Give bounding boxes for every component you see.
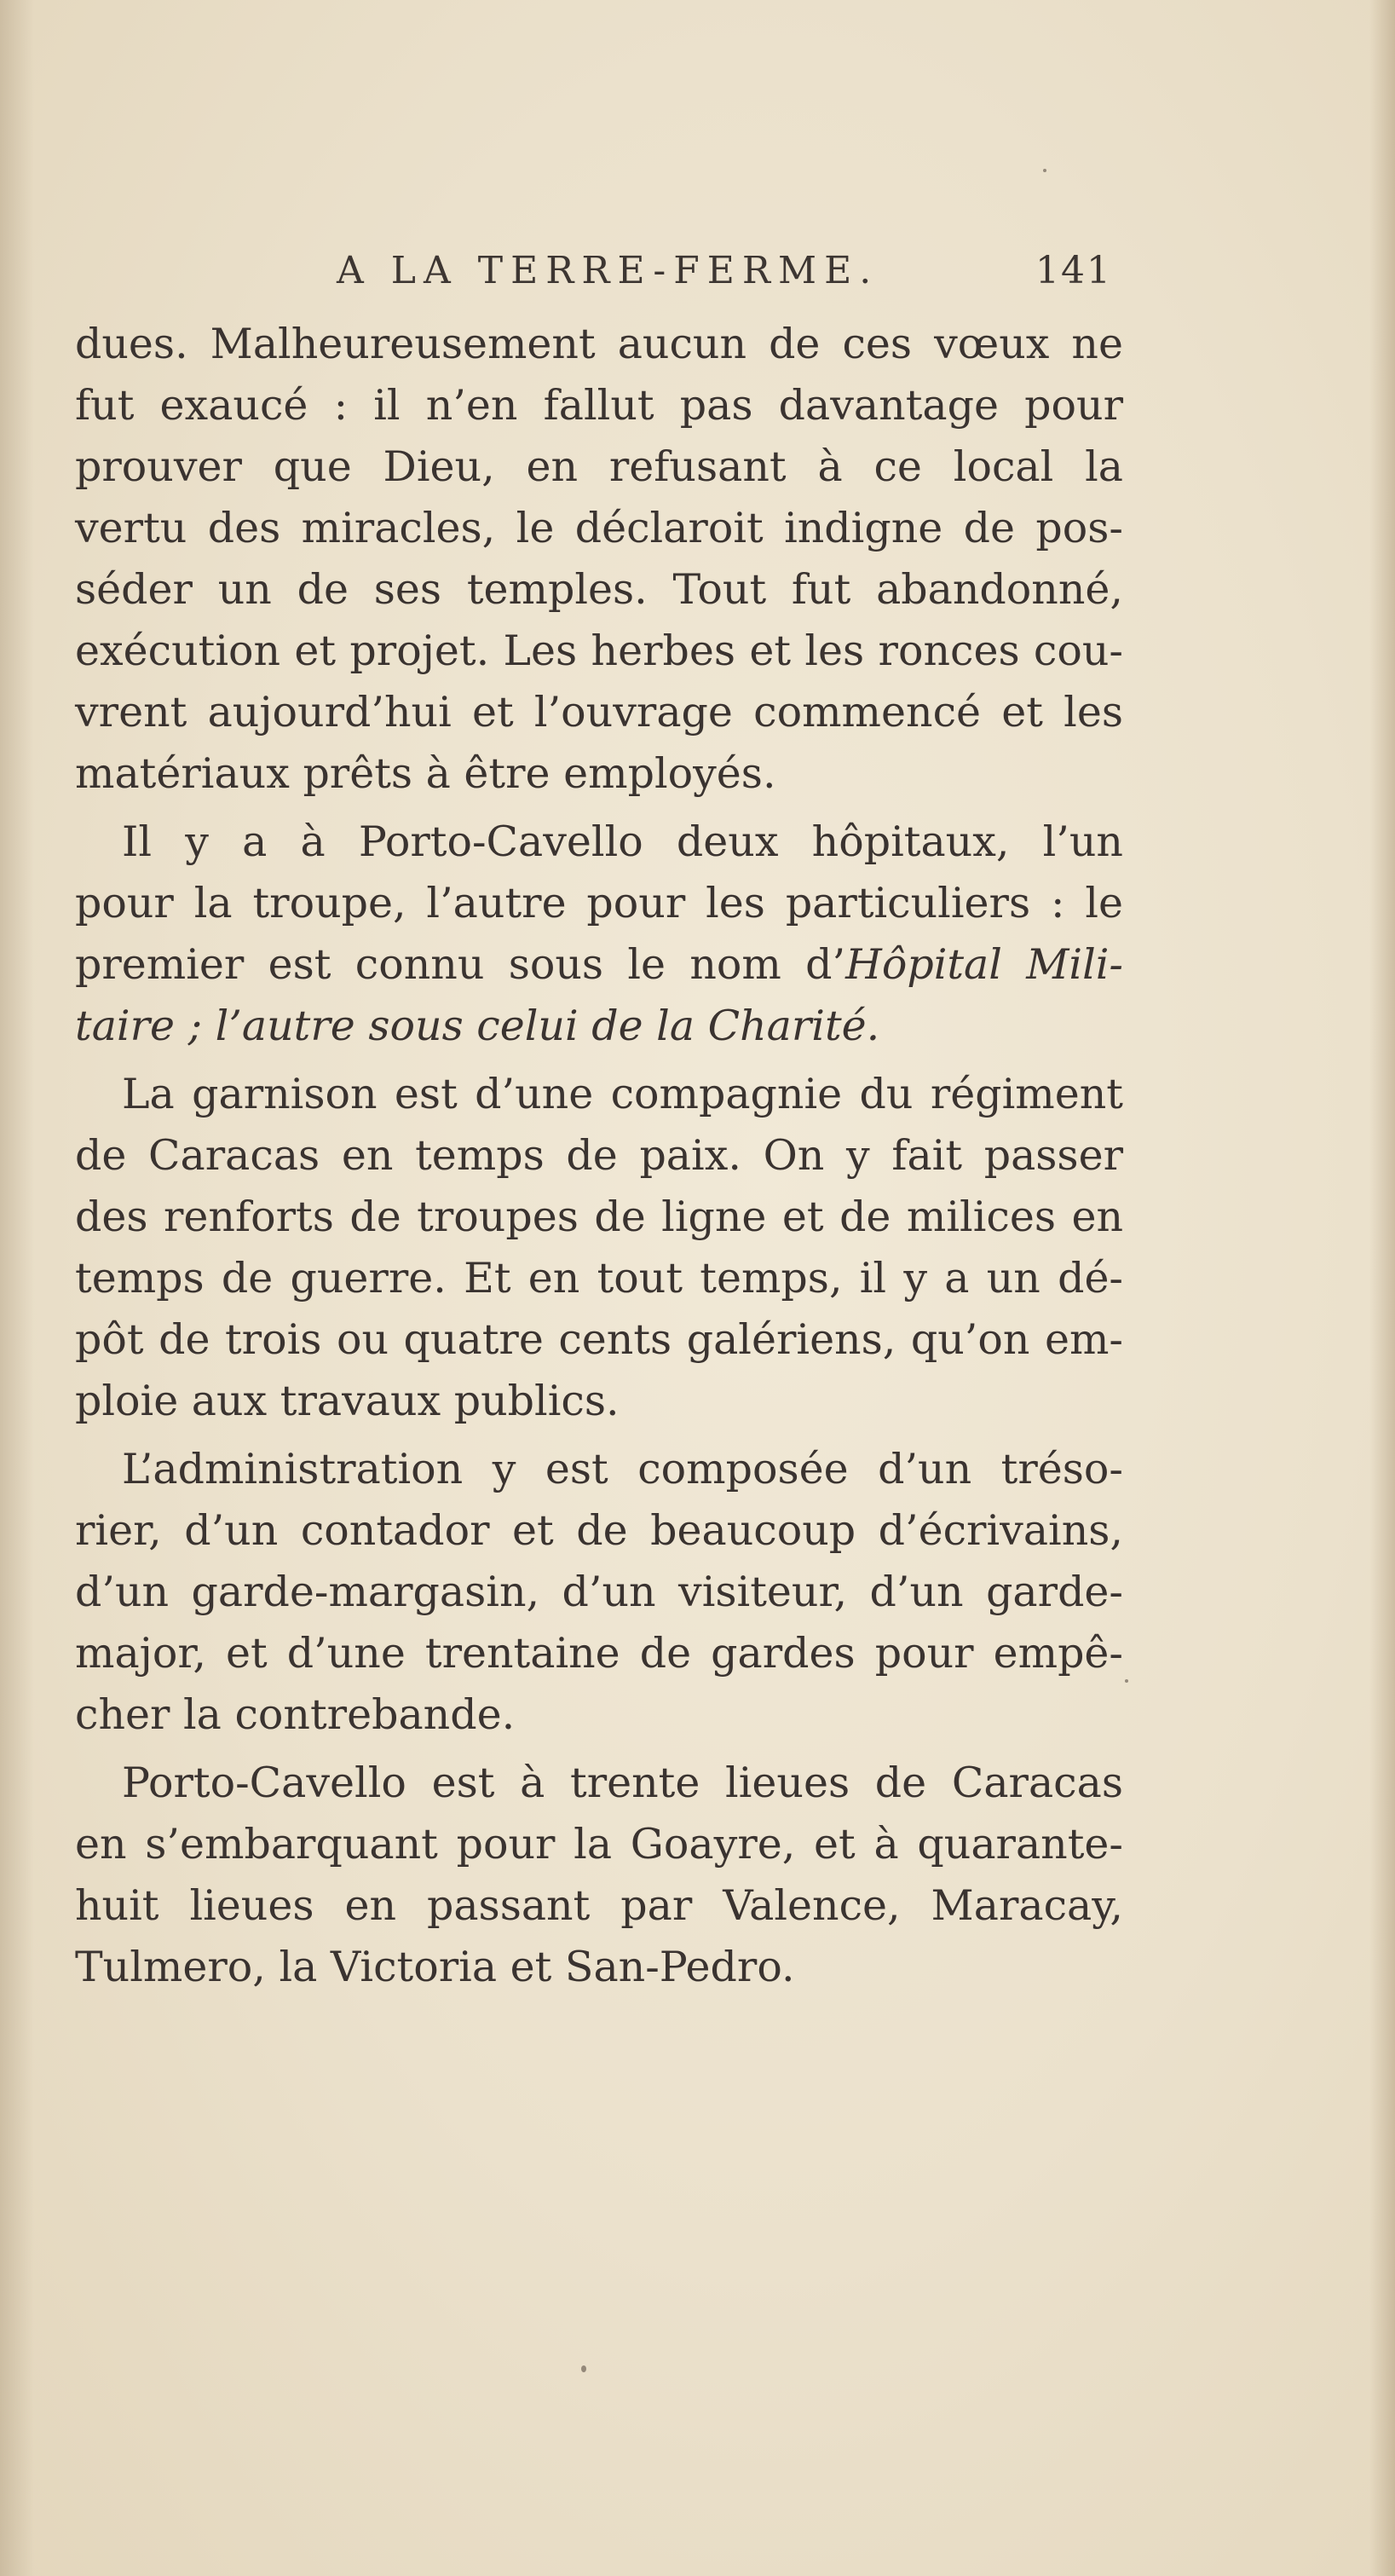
text-line: Tulmero, la Victoria et San-Pedro. xyxy=(75,1943,795,1991)
page-number: 141 xyxy=(1035,249,1112,292)
text-line: en s’embarquant pour la Goayre, et à quarante- xyxy=(75,1820,1123,1868)
paper-speck xyxy=(581,2365,586,2372)
paper-speck xyxy=(1125,1679,1128,1683)
text-line: pôt de trois ou quatre cents galériens, qu’on em- xyxy=(75,1315,1123,1364)
text-line: cher la contrebande. xyxy=(75,1690,516,1739)
text-line: Il y a à Porto-Cavello deux hôpitaux, l’un xyxy=(122,817,1123,866)
text-line: ploie aux travaux publics. xyxy=(75,1377,620,1425)
text-line: séder un de ses temples. Tout fut abandonné, xyxy=(75,565,1123,614)
text-line: temps de guerre. Et en tout temps, il y a un dé- xyxy=(75,1254,1123,1302)
body-text xyxy=(75,314,1123,1998)
text-line xyxy=(75,934,1123,996)
text-line: exécution et projet. Les herbes et les ronces cou- xyxy=(75,627,1123,675)
text-line: de Caracas en temps de paix. On y fait passer xyxy=(75,1131,1123,1180)
text-line: major, et d’une trentaine de gardes pour empê- xyxy=(75,1629,1123,1678)
text-line xyxy=(75,996,1123,1057)
text-line: Porto-Cavello est à trente lieues de Caracas xyxy=(122,1759,1123,1807)
paragraph-1 xyxy=(75,314,1123,805)
italic-term-hopital: Hôpital Mili- xyxy=(845,940,1123,989)
text-line: L’administration y est composée d’un tréso- xyxy=(122,1445,1123,1493)
paragraph-5 xyxy=(75,1753,1123,1998)
running-title: A LA TERRE-FERME. xyxy=(337,249,879,292)
text-line: rier, d’un contador et de beaucoup d’écrivains, xyxy=(75,1506,1123,1555)
paper-speck xyxy=(1043,169,1046,172)
text-line: fut exaucé : il n’en fallut pas davantage pour xyxy=(75,381,1123,430)
text-line: La garnison est d’une compagnie du régiment xyxy=(122,1070,1123,1118)
text-line: pour la troupe, l’autre pour les particuliers : le xyxy=(75,879,1123,927)
text-line: d’un garde-margasin, d’un visiteur, d’un garde- xyxy=(75,1568,1123,1616)
text-segment: taire ; l’autre sous celui de xyxy=(75,1002,657,1050)
italic-term-charite: la Charité. xyxy=(656,1002,880,1050)
text-line: vertu des miracles, le déclaroit indigne de pos- xyxy=(75,504,1123,552)
paragraph-3 xyxy=(75,1064,1123,1432)
text-line: des renforts de troupes de ligne et de milices en xyxy=(75,1193,1123,1241)
paragraph-4 xyxy=(75,1439,1123,1746)
text-line: prouver que Dieu, en refusant à ce local la xyxy=(75,442,1123,491)
page-header xyxy=(337,249,1112,300)
text-line: matériaux prêts à être employés. xyxy=(75,749,776,798)
text-line: huit lieues en passant par Valence, Maracay, xyxy=(75,1881,1123,1930)
paragraph-2 xyxy=(75,811,1123,1057)
text-segment: premier est connu sous le nom d’ xyxy=(75,940,846,989)
text-line: dues. Malheureusement aucun de ces vœux ne xyxy=(75,320,1123,368)
text-line: vrent aujourd’hui et l’ouvrage commencé et les xyxy=(75,688,1123,736)
